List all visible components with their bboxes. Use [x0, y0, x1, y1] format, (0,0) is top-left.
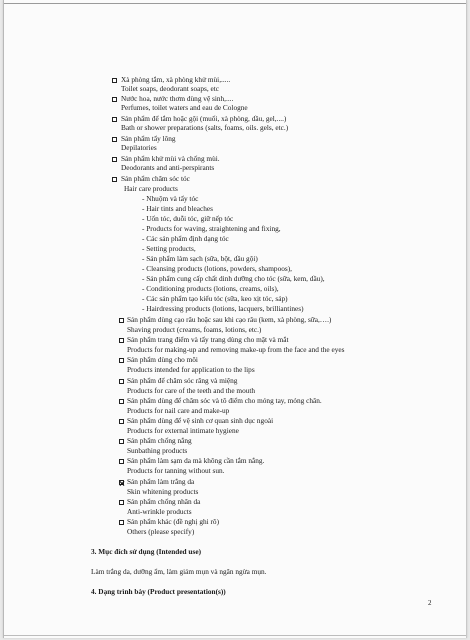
item-vn: Sản phẩm dùng để chăm sóc và tô điểm cho móng tay, móng chân.	[127, 396, 322, 405]
checkbox-intimate-hygiene[interactable]	[119, 419, 124, 424]
checkbox-tanning[interactable]	[119, 459, 124, 464]
item-vn: Sản phẩm khác (đề nghị ghi rõ)	[127, 517, 219, 526]
hair-subitem: - Products for waving, straightening and fixing,	[142, 224, 281, 233]
item-en: Hair care products	[124, 184, 178, 193]
hair-subitem: - Conditioning products (lotions, creams, oils),	[142, 284, 279, 293]
item-en: Sunbathing products	[127, 446, 188, 455]
item-vn: Sản phẩm để chăm sóc răng và miệng	[127, 376, 238, 385]
item-en: Depilatories	[121, 143, 157, 152]
hair-subitem: - Setting products,	[142, 244, 196, 253]
hair-subitem: - Uốn tóc, duỗi tóc, giữ nếp tóc	[142, 214, 234, 223]
checkbox-skin-whitening[interactable]	[119, 480, 124, 485]
item-vn: Sản phẩm dùng cho môi	[127, 355, 198, 364]
checkbox-lips[interactable]	[119, 358, 124, 363]
item-vn: Sản phẩm dùng để vệ sinh cơ quan sinh dục ngoài	[127, 416, 274, 425]
item-en: Deodorants and anti-perspirants	[121, 163, 215, 172]
item-en: Shaving product (creams, foams, lotions, etc.)	[127, 325, 262, 334]
section-3-heading: 3. Mục đích sử dụng (Intended use)	[91, 547, 202, 556]
item-vn: Sản phẩm để tắm hoặc gội (muối, xà phòng, dầu, gel,....)	[121, 114, 287, 123]
checkbox-toilet-soaps[interactable]	[112, 78, 117, 83]
item-vn: Xà phòng tắm, xà phòng khử mùi,.....	[121, 75, 231, 84]
hair-subitem: - Hairdressing products (lotions, lacquers, brilliantines)	[142, 304, 304, 313]
checkbox-anti-wrinkle[interactable]	[119, 500, 124, 505]
item-en: Products for nail care and make-up	[127, 406, 230, 415]
hair-subitem: - Cleansing products (lotions, powders, shampoos),	[142, 264, 292, 273]
item-en: Anti-wrinkle products	[127, 507, 192, 516]
item-vn: Sản phẩm trang điểm và tẩy trang dùng cho mặt và mắt	[127, 335, 289, 344]
item-en: Perfumes, toilet waters and eau de Cologne	[121, 103, 248, 112]
item-vn: Sản phẩm chăm sóc tóc	[121, 174, 190, 183]
item-en: Products intended for application to the lips	[127, 365, 255, 374]
hair-subitem: - Các sản phẩm định dạng tóc	[142, 234, 229, 243]
item-vn: Sản phẩm dùng cạo râu hoặc sau khi cạo râu (kem, xà phòng, sữa,….)	[127, 315, 332, 324]
item-vn: Sản phẩm chống nhăn da	[127, 497, 201, 506]
item-vn: Sản phẩm khử mùi và chống mùi.	[121, 154, 220, 163]
checkbox-depilatories[interactable]	[112, 137, 117, 142]
item-en: Skin whitening products	[127, 487, 199, 496]
item-vn: Sản phẩm tẩy lông	[121, 134, 176, 143]
item-en: Products for tanning without sun.	[127, 466, 225, 475]
hair-subitem: - Các sản phẩm tạo kiểu tóc (sữa, keo xịt tóc, sáp)	[142, 294, 288, 303]
item-vn: Sản phẩm chống nắng	[127, 436, 192, 445]
checkbox-sunbathing[interactable]	[119, 439, 124, 444]
item-vn: Sản phẩm làm trắng da	[127, 477, 195, 486]
page-bottom-edge	[4, 635, 466, 636]
hair-subitem: - Sản phẩm cung cấp chất dinh dưỡng cho tóc (sữa, kem, dầu),	[142, 274, 325, 283]
section-3-text: Làm trắng da, dưỡng ẩm, làm giảm mụn và ngăn ngừa mụn.	[91, 567, 267, 576]
checkbox-hair-care[interactable]	[112, 177, 117, 182]
checkbox-perfumes[interactable]	[112, 97, 117, 102]
item-en: Products for making-up and removing make-up from the face and the eyes	[127, 345, 345, 354]
item-en: Products for external intimate hygiene	[127, 426, 239, 435]
page-top-edge	[4, 3, 466, 4]
hair-subitem: - Sản phẩm làm sạch (sữa, bột, dầu gội)	[142, 254, 258, 263]
checkbox-others[interactable]	[119, 520, 124, 525]
checkbox-teeth-mouth[interactable]	[119, 379, 124, 384]
hair-subitem: - Nhuộm và tẩy tóc	[142, 194, 199, 203]
item-vn: Sản phẩm làm sạm da mà không cần tắm nắng.	[127, 456, 265, 465]
checkbox-make-up[interactable]	[119, 338, 124, 343]
item-en: Bath or shower preparations (salts, foams, oils. gels, etc.)	[121, 123, 289, 132]
item-en: Others (please specify)	[127, 527, 195, 536]
section-4-heading: 4. Dạng trình bày (Product presentation(s))	[91, 587, 226, 596]
item-en: Toilet soaps, deodorant soaps, etc	[121, 84, 219, 93]
hair-subitem: - Hair tints and bleaches	[142, 204, 213, 213]
checkbox-nail-care[interactable]	[119, 399, 124, 404]
page-number: 2	[428, 599, 432, 607]
item-en: Products for care of the teeth and the mouth	[127, 386, 256, 395]
item-vn: Nước hoa, nước thơm dùng vệ sinh,....	[121, 94, 234, 103]
checkbox-deodorants[interactable]	[112, 157, 117, 162]
document-page	[3, 0, 467, 638]
checkbox-shaving[interactable]	[119, 318, 124, 323]
checkbox-bath-preparations[interactable]	[112, 117, 117, 122]
